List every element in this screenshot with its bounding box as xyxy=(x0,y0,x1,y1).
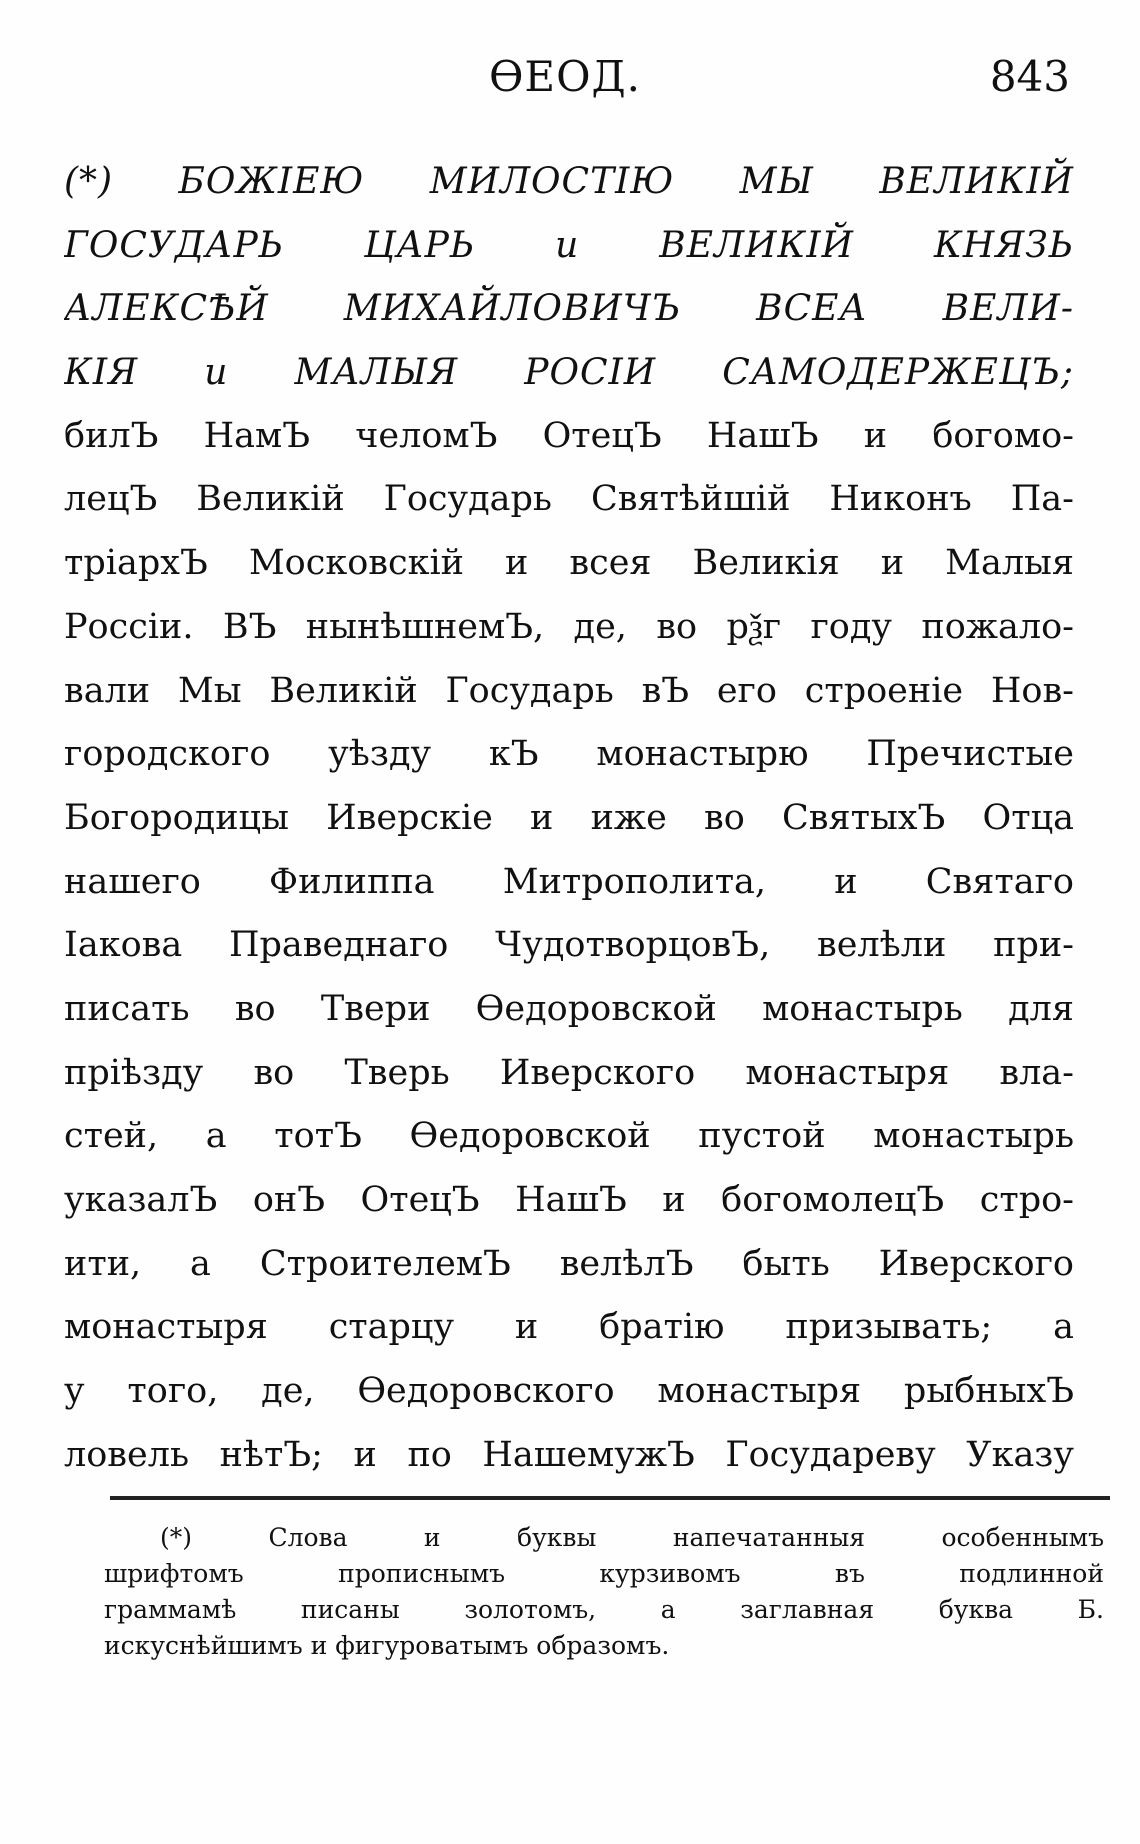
footnote-line: шрифтомъ прописнымъ курзивомъ въ подлинной xyxy=(104,1559,1104,1588)
text-line: нашего Филиппа Митрополита, и Святаго xyxy=(64,861,1074,902)
text-line: Іакова Праведнаго ЧудотворцовЪ, велѣли при- xyxy=(64,925,1074,966)
text-line: ловель нѣтЪ; и по НашемужЪ Государеву Указу xyxy=(64,1434,1074,1475)
footnote xyxy=(104,1520,1104,1664)
text-line: ити, а СтроителемЪ велѣлЪ быть Иверского xyxy=(64,1243,1074,1284)
footnote-rule xyxy=(110,1496,1110,1500)
text-line: вали Мы Великій Государь вЪ его строеніе Нов- xyxy=(64,670,1074,711)
page-number: 843 xyxy=(989,52,1070,101)
decree-line: КІЯ и МАЛЫЯ РОСІИ САМОДЕРЖЕЦЪ; xyxy=(64,352,1074,394)
running-head xyxy=(60,52,1070,112)
text-line: тріархЪ Московскій и всея Великія и Малыя xyxy=(64,543,1074,584)
text-line: указалЪ онЪ ОтецЪ НашЪ и богомолецЪ стро- xyxy=(64,1180,1074,1220)
text-line: писать во Твери Ѳедоровской монастырь для xyxy=(64,988,1074,1029)
decree-heading xyxy=(64,150,1074,405)
footnote-line: искуснѣйшимъ и фигуроватымъ образомъ. xyxy=(104,1631,670,1660)
decree-line: ГОСУДАРЬ ЦАРЬ и ВЕЛИКІЙ КНЯЗЬ xyxy=(64,224,1074,266)
decree-line: (*) БОЖІЕЮ МИЛОСТІЮ МЫ ВЕЛИКІЙ xyxy=(64,161,1074,202)
text-line: лецЪ Великій Государь Святѣйшій Никонъ Па- xyxy=(64,479,1074,520)
footnote-line: граммамѣ писаны золотомъ, а заглавная буква Б. xyxy=(104,1595,1104,1624)
text-line: стей, а тотЪ Ѳедоровской пустой монастырь xyxy=(64,1116,1074,1157)
text-line: билЪ НамЪ челомЪ ОтецЪ НашЪ и богомо- xyxy=(64,415,1074,456)
text-line: городского уѣзду кЪ монастырю Пречистые xyxy=(64,734,1074,775)
main-text xyxy=(64,150,1074,1487)
body-paragraph xyxy=(64,405,1074,1488)
text-line: Россіи. ВЪ нынѣшнемЪ, де, во рѯг году пожало- xyxy=(64,606,1074,647)
text-line: Богородицы Иверскіе и иже во СвятыхЪ Отца xyxy=(64,797,1074,838)
running-title: ѲЕОД. xyxy=(488,52,642,101)
text-line: монастыря старцу и братію призывать; а xyxy=(64,1307,1074,1348)
text-line: у того, де, Ѳедоровского монастыря рыбныхЪ xyxy=(64,1371,1074,1412)
decree-line: АЛЕКСѢЙ МИХАЙЛОВИЧЪ ВСЕА ВЕЛИ- xyxy=(64,288,1074,330)
footnote-line: (*) Слова и буквы напечатанныя особеннымъ xyxy=(160,1523,1104,1552)
text-line: пріѣзду во Тверь Иверского монастыря вла- xyxy=(64,1052,1074,1093)
